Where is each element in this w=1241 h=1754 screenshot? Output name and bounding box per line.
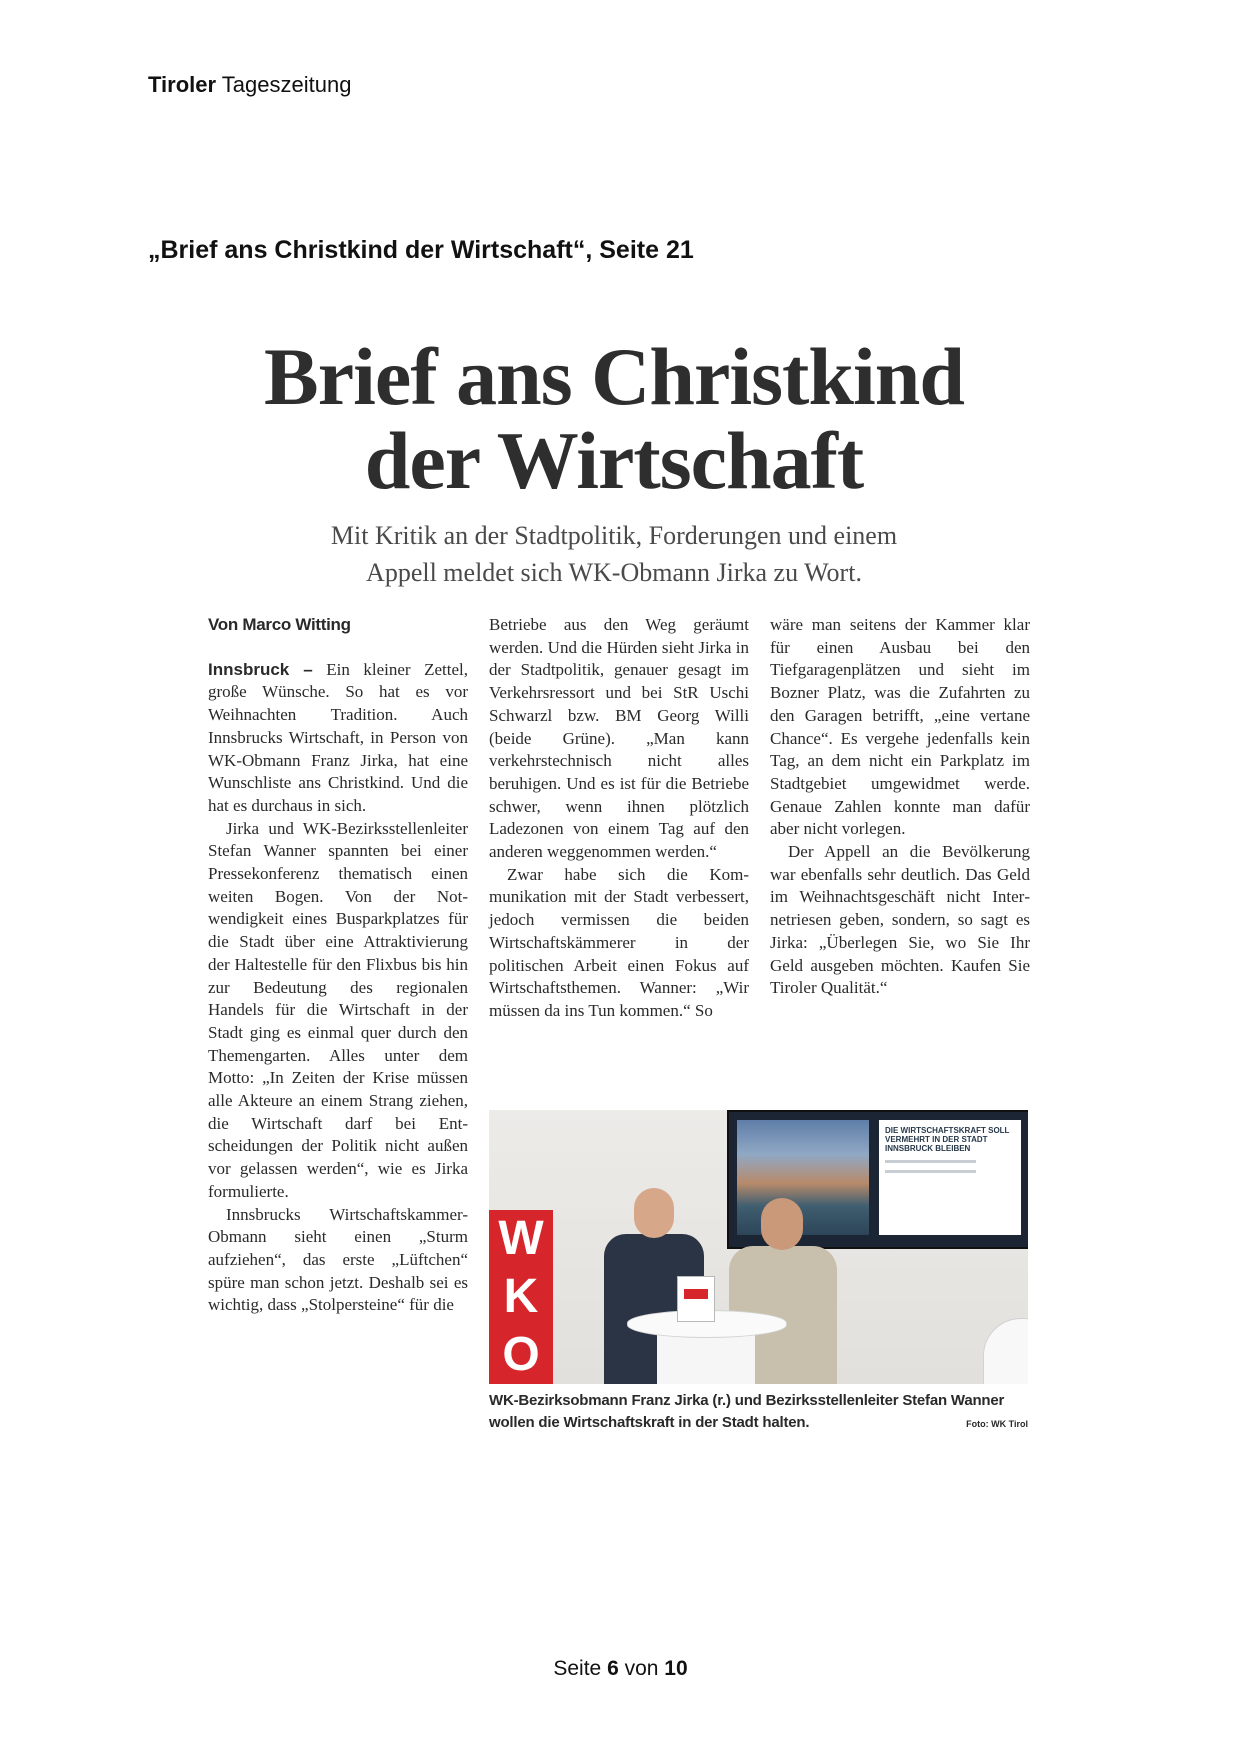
brand-bold: Tiroler — [148, 72, 217, 97]
person-left-head — [634, 1188, 674, 1238]
footer-page-number: 6 — [607, 1657, 619, 1680]
paragraph: Jirka und WK-Bezirksstellenleiter Stefan Wanner spannten bei einer Pressekonferenz thematisch einen weiten Bogen. Von der Notwendigkeit eines Busparkplatzes für die Stadt über eine Attraktivierung der Haltestelle für den Flixbus bis hin zur Bedeutung des regionalen Handels für die Wirtschaft in der Stadt ging es einmal quer durch den Themengarten. Alles unter dem Motto: „In Zeiten der Krise müssen alle Akteure an einem Strang ziehen, die Wirtschaft darf bei Entscheidungen der Politik nicht außen vor gelassen werden“, wie es Jirka formulierte. — [208, 818, 468, 1201]
article-column-1 — [208, 614, 468, 1317]
wko-letter: W — [498, 1212, 544, 1265]
person-right-head — [761, 1198, 803, 1250]
wko-logo-stand — [489, 1210, 553, 1384]
headline-line-2: der Wirtschaft — [364, 415, 864, 506]
screen-slide — [879, 1120, 1021, 1235]
subhead-line-1: Mit Kritik an der Stadtpolitik, Forderungen und einem — [330, 521, 898, 550]
headline-line-1: Brief ans Christkind — [264, 331, 964, 422]
paragraph — [208, 659, 468, 818]
publication-header — [148, 72, 351, 98]
byline: Von Marco Witting — [208, 615, 351, 634]
document-title: „Brief ans Christkind der Wirtschaft“, Seite 21 — [148, 236, 694, 264]
article-column-3 — [770, 614, 1030, 1000]
footer-prefix: Seite — [553, 1657, 602, 1680]
paragraph: Der Appell an die Bevölkerung war ebenfalls sehr deutlich. Das Geld im Weihnachtsgeschäft nicht Internetriesen geben, sondern, so sagt es Jirka: „Überlegen Sie, wo Sie Ihr Geld ausgeben möchten. Kaufen Sie Tiroler Qualität.“ — [770, 842, 1030, 998]
tent-card — [677, 1276, 715, 1322]
footer-middle: von — [624, 1657, 659, 1680]
subhead-line-2: Appell meldet sich WK-Obmann Jirka zu Wort. — [366, 558, 862, 587]
slide-heading: DIE WIRTSCHAFTSKRAFT SOLL VERMEHRT IN DER STADT INNSBRUCK BLEIBEN — [885, 1126, 1010, 1153]
paragraph: wäre man seitens der Kammer klar für einen Ausbau bei den Tiefgaragenplätzen und sieht im Bozner Platz, was die Zufahrten zu den Garagen betrifft, „eine vertane Chance“. Es vergehe jedenfalls kein Tag, an dem nicht ein Parkplatz im Stadtgebiet umgewidmet werde. Genaue Zahlen konnte man dafür aber nicht vorlegen. — [770, 615, 1030, 839]
paragraph: Betriebe aus den Weg geräumt werden. Und die Hürden sieht Jirka in der Stadtpolitik, genauer gesagt im Verkehrsressort und bei StR Uschi Schwarzl bzw. BM Georg Willi (beide Grüne). „Man kann verkehrstechnisch nicht alles beruhigen. Und es ist für die Betriebe schwer, wenn ihnen plötzlich Ladezonen von einem Tag auf den anderen weggenommen werden.“ — [489, 615, 749, 862]
article-headline — [205, 331, 1023, 506]
article-column-2 — [489, 614, 749, 1023]
side-table — [983, 1318, 1028, 1384]
paragraph: Zwar habe sich die Kommunikation mit der Stadt verbessert, jedoch vermissen die beiden Wirtschaftskämmerer in der politischen Arbeit einen Fokus auf Wirtschaftsthemen. Wanner: „Wir müssen da ins Tun kommen.“ So — [489, 864, 749, 1020]
slide-line — [885, 1170, 976, 1173]
innsbruck-photo — [737, 1120, 869, 1235]
tent-card-band — [684, 1289, 708, 1299]
photo-caption: WK-Bezirksobmann Franz Jirka (r.) und Bezirksstellenleiter Stefan Wanner wollen die Wirtschaftskraft in der Stadt halten. — [489, 1392, 1005, 1431]
slide-line — [885, 1160, 976, 1163]
paragraph: Innsbrucks Wirtschaftskammer-Obmann sieht einen „Sturm aufziehen“, das erste „Lüftchen“ spüre man schon jetzt. Deshalb sei es wichtig, dass „Stolpersteine“ für die — [208, 1204, 468, 1315]
article-subhead — [225, 517, 1003, 591]
dateline: Innsbruck – — [208, 659, 313, 679]
page-footer — [0, 1657, 1241, 1681]
wko-letter: K — [503, 1270, 539, 1323]
wko-letter: O — [502, 1328, 540, 1381]
brand-rest: Tageszeitung — [221, 72, 352, 97]
footer-page-total: 10 — [664, 1657, 688, 1680]
photo-credit: Foto: WK Tirol — [966, 1419, 1028, 1429]
article-photo — [489, 1110, 1028, 1384]
paragraph-text: Ein kleiner Zettel, große Wünsche. So hat es vor Weihnachten Tradition. Auch Innsbrucks Wirtschaft, in Person von WK-Obmann Franz Jirka, hat eine Wunschliste ans Christkind. Und die hat es durchaus in sich. — [208, 659, 468, 815]
